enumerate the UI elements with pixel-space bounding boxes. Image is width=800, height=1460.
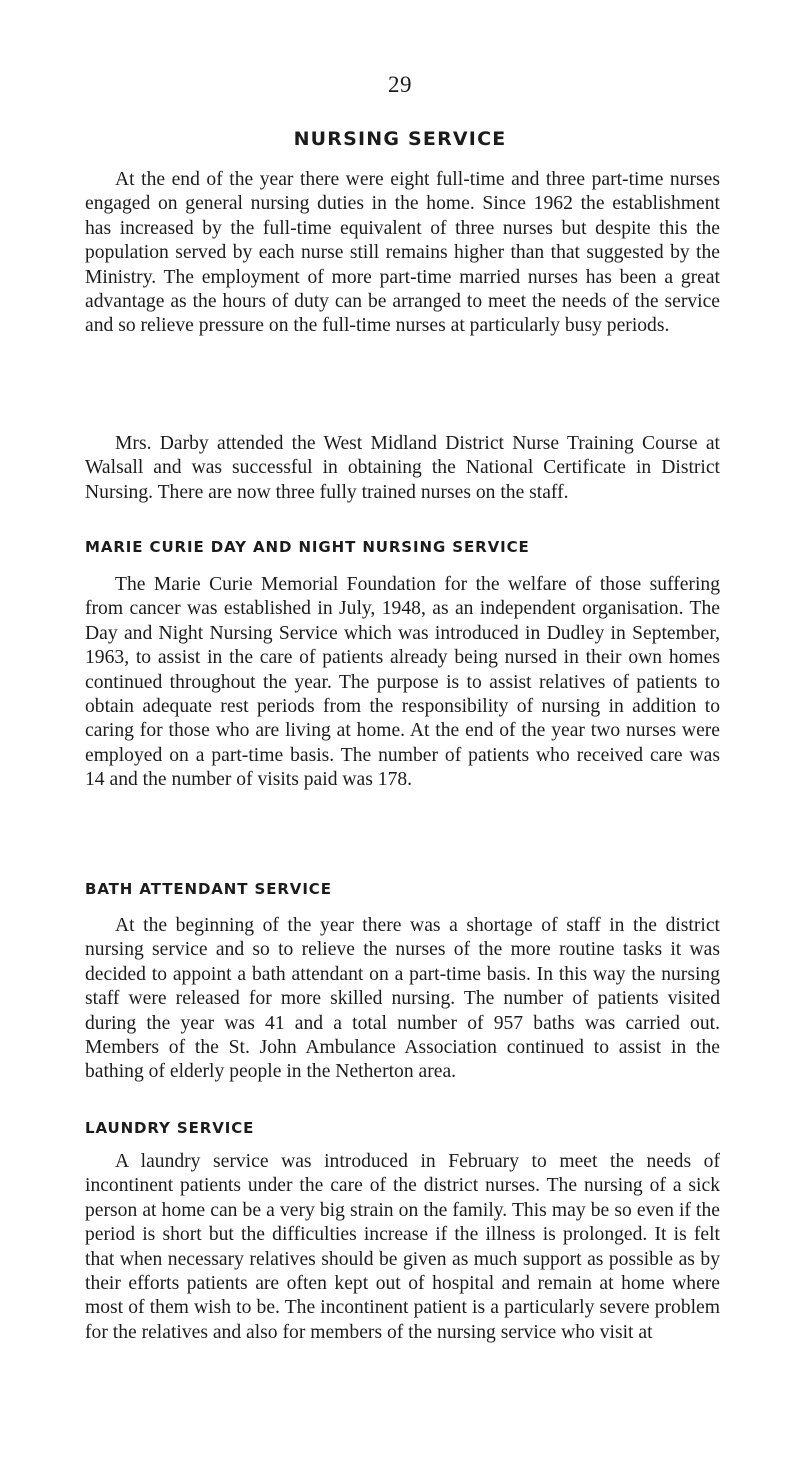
- paragraph-nursing-staff: At the end of the year there were eight full-time and three part-time nurses engaged on general nursing duties in the home. Since 1962 the establishment has increased by the full-time equivalent of three nurses but despite this the population served by each nurse still remains higher than that suggested by the Ministry. The employment of more part-time married nurses has been a great advantage as the hours of duty can be arranged to meet the needs of the service and so relieve pressure on the full-time nurses at particularly busy periods.: [85, 169, 720, 337]
- page-title: NURSING SERVICE: [293, 128, 507, 150]
- heading-bath-attendant: BATH ATTENDANT SERVICE: [85, 880, 332, 898]
- heading-laundry: LAUNDRY SERVICE: [85, 1119, 255, 1137]
- heading-marie-curie: MARIE CURIE DAY AND NIGHT NURSING SERVICE: [85, 538, 530, 556]
- paragraph-marie-curie: The Marie Curie Memorial Foundation for the welfare of those suffering from cancer was established in July, 1948, as an independent organisation. The Day and Night Nursing Service which was introduced in Dudley in September, 1963, to assist in the care of patients already being nursed in their own homes continued throughout the year. The purpose is to assist relatives of patients to obtain adequate rest periods from the responsibility of nursing in addition to caring for those who are living at home. At the end of the year two nurses were employed on a part-time basis. The number of patients who received care was 14 and the number of visits paid was 178.: [85, 574, 720, 791]
- page-number: 29: [388, 72, 412, 97]
- paragraph-training-course: Mrs. Darby attended the West Midland District Nurse Training Course at Walsall and was successful in obtaining the National Certificate in District Nursing. There are now three fully trained nurses on the staff.: [85, 433, 720, 503]
- paragraph-laundry: A laundry service was introduced in February to meet the needs of incontinent patients under the care of the district nurses. The nursing of a sick person at home can be a very big strain on the family. This may be so even if the period is short but the difficulties increase if the illness is prolonged. It is felt that when necessary relatives should be given as much support as possible as by their efforts patients are often kept out of hospital and remain at home where most of them wish to be. The incontinent patient is a particularly severe problem for the relatives and also for members of the nursing service who visit at: [85, 1151, 720, 1343]
- paragraph-bath-attendant: At the beginning of the year there was a shortage of staff in the district nursing service and so to relieve the nurses of the more routine tasks it was decided to appoint a bath attendant on a part-time basis. In this way the nursing staff were released for more skilled nursing. The number of patients visited during the year was 41 and a total number of 957 baths was carried out. Members of the St. John Ambulance Association continued to assist in the bathing of elderly people in the Netherton area.: [85, 915, 720, 1083]
